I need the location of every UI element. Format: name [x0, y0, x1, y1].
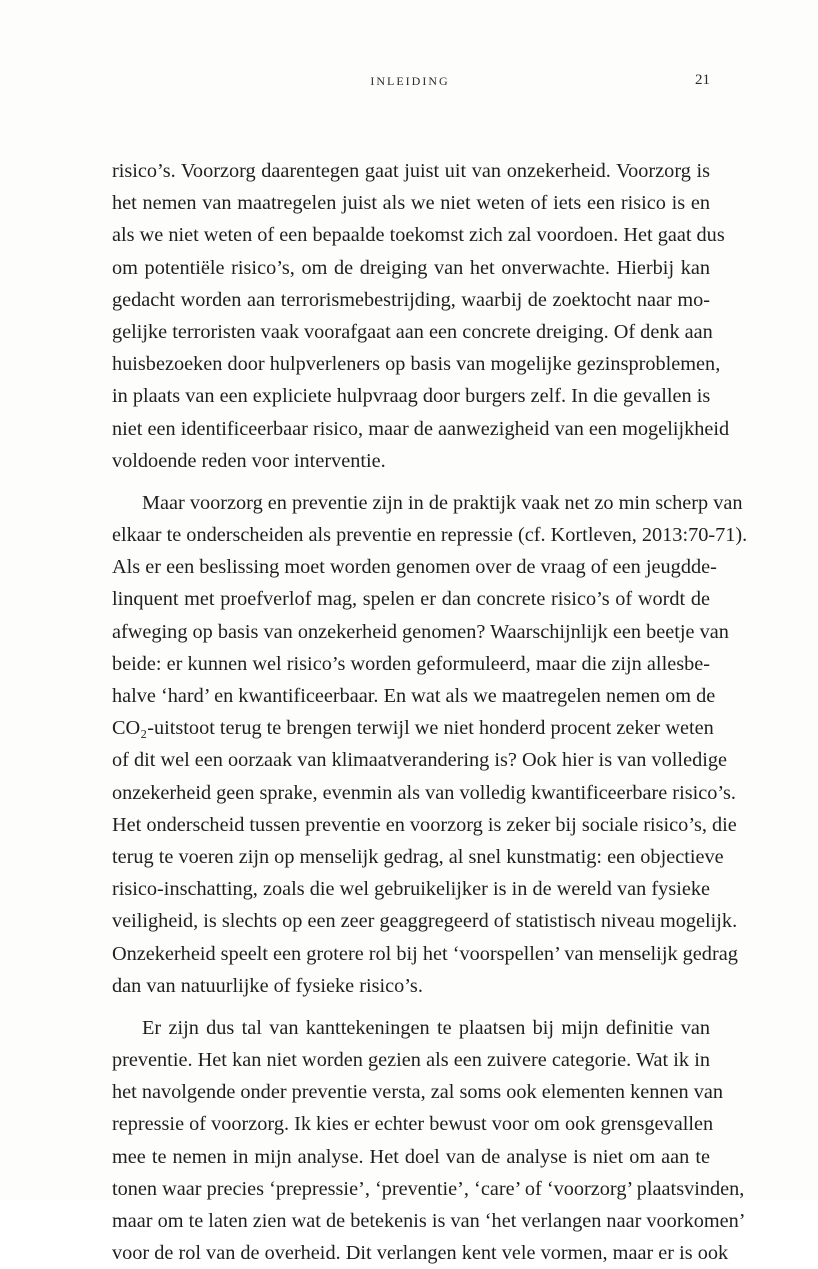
- text-line: afweging op basis van onzekerheid genomen? Waarschijnlijk een beetje van: [112, 620, 729, 643]
- text-line: gelijke terroristen vaak voorafgaat aan een concrete dreiging. Of denk aan: [112, 320, 713, 343]
- text-line: tonen waar precies ‘prepressie’, ‘preventie’, ‘care’ of ‘voorzorg’ plaatsvinden,: [112, 1177, 745, 1200]
- text-line: veiligheid, is slechts op een zeer geaggregeerd of statistisch niveau mogelijk.: [112, 910, 738, 933]
- text-line: risico-inschatting, zoals die wel gebruikelijker is in de wereld van fysieke: [112, 878, 710, 901]
- paragraph-1: [112, 155, 730, 477]
- paragraph-gap: [112, 477, 710, 487]
- text-line: dan van natuurlijke of fysieke risico’s.: [112, 974, 423, 997]
- text-line: Er zijn dus tal van kanttekeningen te plaatsen bij mijn definitie van: [142, 1016, 710, 1039]
- running-title: INLEIDING: [370, 74, 450, 88]
- text-line: repressie of voorzorg. Ik kies er echter bewust voor om ook grensgevallen: [112, 1113, 714, 1136]
- text-line: beide: er kunnen wel risico’s worden geformuleerd, maar die zijn allesbe-: [112, 652, 710, 675]
- text-line: terug te voeren zijn op menselijk gedrag, al snel kunstmatig: een objectieve: [112, 845, 724, 868]
- text-line: mee te nemen in mijn analyse. Het doel van de analyse is niet om aan te: [112, 1145, 710, 1168]
- text-line: gedacht worden aan terrorismebestrijding, waarbij de zoektocht naar mo-: [112, 288, 710, 311]
- text-line: maar om te laten zien wat de betekenis is van ‘het verlangen naar voorkomen’: [112, 1210, 746, 1232]
- paragraph-2: [112, 487, 748, 1002]
- text-line: Als er een beslissing moet worden genomen over de vraag of een jeugdde-: [112, 556, 717, 579]
- text-line: het nemen van maatregelen juist als we niet weten of iets een risico is en: [112, 192, 710, 215]
- paragraph-3: [112, 1012, 746, 1269]
- text-line: linquent met proefverlof mag, spelen er dan concrete risico’s of wordt de: [112, 588, 710, 611]
- text-line: voor de rol van de overheid. Dit verlangen kent vele vormen, maar er is ook: [112, 1242, 729, 1265]
- text-line: Onzekerheid speelt een grotere rol bij het ‘voorspellen’ van menselijk gedrag: [112, 942, 738, 965]
- text-line: onzekerheid geen sprake, evenmin als van volledig kwantificeerbare risico’s.: [112, 781, 736, 804]
- text-line: niet een identificeerbaar risico, maar de aanwezigheid van een mogelijkheid: [112, 417, 730, 440]
- paragraph-gap: [112, 1002, 710, 1012]
- text-line: halve ‘hard’ en kwantificeerbaar. En wat als we maatregelen nemen om de: [112, 685, 716, 707]
- text-line: preventie. Het kan niet worden gezien als een zuivere categorie. Wat ik in: [112, 1049, 710, 1072]
- text-line: als we niet weten of een bepaalde toekomst zich zal voordoen. Het gaat dus: [112, 224, 725, 247]
- text-line: om potentiële risico’s, om de dreiging van het onverwachte. Hierbij kan: [112, 256, 710, 279]
- text-line: in plaats van een expliciete hulpvraag door burgers zelf. In die gevallen is: [112, 385, 711, 408]
- body-text: [112, 155, 748, 1269]
- running-head: [110, 70, 710, 92]
- text-line: CO₂-uitstoot terug te brengen terwijl we niet honderd procent zeker weten: [112, 717, 714, 740]
- text-line: Het onderscheid tussen preventie en voorzorg is zeker bij sociale risico’s, die: [112, 813, 737, 836]
- text-line: elkaar te onderscheiden als preventie en repressie (cf. Kortleven, 2013:70-71).: [112, 524, 748, 547]
- text-line: of dit wel een oorzaak van klimaatverandering is? Ook hier is van volledige: [112, 749, 727, 772]
- page-number: 21: [695, 72, 710, 88]
- text-line: het navolgende onder preventie versta, zal soms ook elementen kennen van: [112, 1081, 724, 1104]
- text-line: huisbezoeken door hulpverleners op basis van mogelijke gezinsproblemen,: [112, 353, 721, 376]
- text-line: risico’s. Voorzorg daarentegen gaat juist uit van onzekerheid. Voorzorg is: [112, 160, 710, 182]
- text-line: voldoende reden voor interventie.: [112, 449, 386, 472]
- text-line: Maar voorzorg en preventie zijn in de praktijk vaak net zo min scherp van: [142, 491, 743, 514]
